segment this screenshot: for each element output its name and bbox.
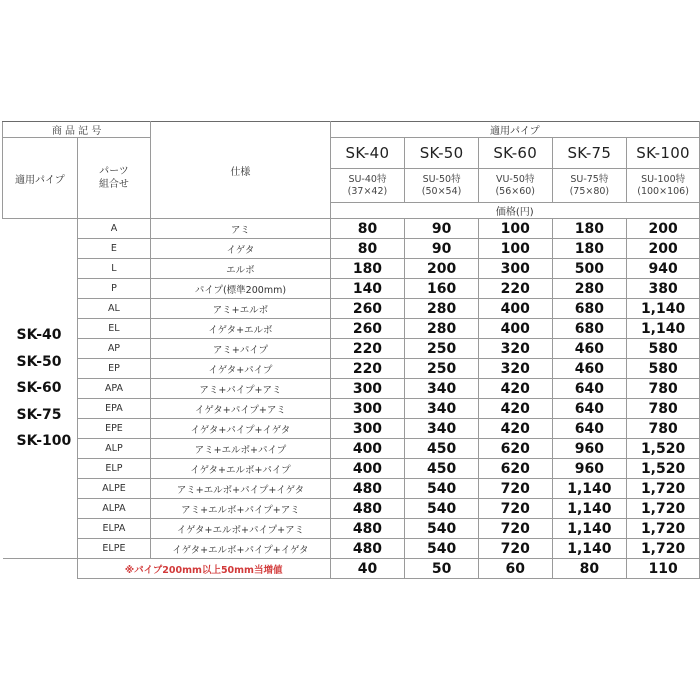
price-cell: 180 (330, 259, 405, 279)
price-cell: 500 (552, 259, 627, 279)
price-cell: 720 (478, 499, 552, 519)
price-cell: 460 (552, 359, 627, 379)
parts-code: ALP (77, 439, 150, 459)
price-cell: 250 (405, 359, 479, 379)
price-cell: 420 (478, 399, 552, 419)
price-cell: 200 (627, 239, 700, 259)
model-name: SK-40 (16, 327, 62, 344)
table-row (3, 399, 700, 419)
price-unit-header: 価格(円) (330, 203, 699, 219)
price-cell: 340 (405, 399, 479, 419)
price-cell: 1,520 (627, 459, 700, 479)
model-name: SK-50 (16, 353, 62, 370)
price-cell: 1,720 (627, 479, 700, 499)
price-cell: 780 (627, 399, 700, 419)
table-row (3, 279, 700, 299)
parts-code: ELPE (77, 539, 150, 559)
price-cell: 1,720 (627, 539, 700, 559)
price-cell: 1,520 (627, 439, 700, 459)
price-cell: 400 (330, 439, 405, 459)
price-cell: 280 (405, 319, 479, 339)
model-name: SK-60 (16, 380, 62, 397)
price-cell: 640 (552, 419, 627, 439)
price-cell: 680 (552, 299, 627, 319)
price-cell: 720 (478, 519, 552, 539)
price-cell: 1,140 (627, 299, 700, 319)
extra-price: 80 (552, 559, 627, 579)
parts-description: アミ+エルボ+パイプ (151, 439, 330, 459)
parts-code: EL (77, 319, 150, 339)
table-row (3, 319, 700, 339)
table-row (3, 299, 700, 319)
price-cell: 340 (405, 419, 479, 439)
parts-description: アミ+エルボ+パイプ+アミ (151, 499, 330, 519)
price-cell: 90 (405, 219, 479, 239)
parts-code: EPA (77, 399, 150, 419)
table-row (3, 479, 700, 499)
parts-description: イゲタ+エルボ+パイプ+アミ (151, 519, 330, 539)
price-cell: 100 (478, 219, 552, 239)
price-cell: 450 (405, 459, 479, 479)
parts-description: アミ+パイプ+アミ (151, 379, 330, 399)
price-cell: 480 (330, 519, 405, 539)
price-cell: 580 (627, 339, 700, 359)
price-cell: 200 (405, 259, 479, 279)
extra-price: 40 (330, 559, 405, 579)
parts-code: ALPE (77, 479, 150, 499)
table-row (3, 539, 700, 559)
price-cell: 400 (478, 319, 552, 339)
price-cell: 180 (552, 219, 627, 239)
parts-description: イゲタ+パイプ+イゲタ (151, 419, 330, 439)
price-cell: 180 (552, 239, 627, 259)
pipe-spec: SU-50特 (50×54) (405, 169, 479, 203)
price-cell: 160 (405, 279, 479, 299)
parts-description: イゲタ (151, 239, 330, 259)
price-cell: 580 (627, 359, 700, 379)
parts-code: ELP (77, 459, 150, 479)
pipe-spec: SU-40特 (37×42) (330, 169, 405, 203)
model-name: SK-100 (16, 433, 72, 450)
table-row (3, 339, 700, 359)
price-cell: 100 (478, 239, 552, 259)
price-cell: 720 (478, 479, 552, 499)
parts-code: E (77, 239, 150, 259)
price-cell: 320 (478, 359, 552, 379)
price-cell: 960 (552, 439, 627, 459)
price-cell: 260 (330, 299, 405, 319)
spec-header: 仕様 (151, 122, 330, 219)
extra-blank (3, 559, 78, 579)
price-cell: 540 (405, 499, 479, 519)
parts-description: イゲタ+パイプ (151, 359, 330, 379)
extra-length-note: ※パイプ200mm以上50mm当増値 (77, 559, 330, 579)
price-cell: 540 (405, 479, 479, 499)
price-cell: 140 (330, 279, 405, 299)
price-cell: 1,140 (627, 319, 700, 339)
parts-description: イゲタ+エルボ+パイプ (151, 459, 330, 479)
pipe-spec: SU-100特 (100×106) (627, 169, 700, 203)
price-cell: 260 (330, 319, 405, 339)
parts-code: APA (77, 379, 150, 399)
pipe-column-header: 適用パイプ (3, 138, 78, 219)
model-list (3, 219, 78, 559)
product-code-header: 商 品 記 号 (3, 122, 151, 138)
size-header: SK-60 (478, 138, 552, 169)
price-cell: 400 (330, 459, 405, 479)
price-cell: 300 (330, 399, 405, 419)
parts-code: L (77, 259, 150, 279)
price-cell: 1,720 (627, 499, 700, 519)
price-cell: 450 (405, 439, 479, 459)
parts-description: イゲタ+エルボ (151, 319, 330, 339)
table-row (3, 459, 700, 479)
price-cell: 540 (405, 539, 479, 559)
table-row (3, 219, 700, 239)
price-cell: 420 (478, 419, 552, 439)
table-row (3, 359, 700, 379)
extra-price: 60 (478, 559, 552, 579)
price-cell: 620 (478, 439, 552, 459)
price-cell: 380 (627, 279, 700, 299)
price-cell: 300 (330, 419, 405, 439)
parts-code: ELPA (77, 519, 150, 539)
price-cell: 480 (330, 539, 405, 559)
price-cell: 1,720 (627, 519, 700, 539)
parts-code: AL (77, 299, 150, 319)
price-cell: 1,140 (552, 519, 627, 539)
price-cell: 340 (405, 379, 479, 399)
pipe-spec: VU-50特 (56×60) (478, 169, 552, 203)
parts-code: EPE (77, 419, 150, 439)
price-cell: 780 (627, 419, 700, 439)
table-row (3, 239, 700, 259)
price-cell: 1,140 (552, 539, 627, 559)
parts-code: P (77, 279, 150, 299)
price-cell: 300 (330, 379, 405, 399)
parts-description: アミ+エルボ (151, 299, 330, 319)
price-cell: 1,140 (552, 499, 627, 519)
price-cell: 420 (478, 379, 552, 399)
price-cell: 640 (552, 399, 627, 419)
price-cell: 220 (330, 359, 405, 379)
price-cell: 640 (552, 379, 627, 399)
size-header: SK-100 (627, 138, 700, 169)
size-header: SK-75 (552, 138, 627, 169)
parts-code: EP (77, 359, 150, 379)
price-cell: 960 (552, 459, 627, 479)
price-cell: 540 (405, 519, 479, 539)
price-cell: 480 (330, 499, 405, 519)
price-cell: 220 (330, 339, 405, 359)
table-row (3, 259, 700, 279)
price-cell: 80 (330, 239, 405, 259)
price-cell: 680 (552, 319, 627, 339)
price-cell: 460 (552, 339, 627, 359)
price-cell: 90 (405, 239, 479, 259)
parts-code: AP (77, 339, 150, 359)
price-cell: 400 (478, 299, 552, 319)
price-cell: 220 (478, 279, 552, 299)
size-header: SK-40 (330, 138, 405, 169)
price-cell: 250 (405, 339, 479, 359)
parts-description: アミ+エルボ+パイプ+イゲタ (151, 479, 330, 499)
price-cell: 780 (627, 379, 700, 399)
price-cell: 300 (478, 259, 552, 279)
parts-description: アミ+パイプ (151, 339, 330, 359)
applicable-pipe-header: 適用パイプ (330, 122, 699, 138)
table-row (3, 439, 700, 459)
parts-code: ALPA (77, 499, 150, 519)
parts-code: A (77, 219, 150, 239)
price-table (2, 121, 700, 579)
model-name: SK-75 (16, 406, 62, 423)
price-cell: 620 (478, 459, 552, 479)
extra-price: 50 (405, 559, 479, 579)
price-cell: 720 (478, 539, 552, 559)
table-row (3, 379, 700, 399)
parts-description: イゲタ+エルボ+パイプ+イゲタ (151, 539, 330, 559)
table-row (3, 519, 700, 539)
parts-combo-header: パーツ 組合せ (77, 138, 150, 219)
price-cell: 280 (552, 279, 627, 299)
price-cell: 80 (330, 219, 405, 239)
parts-description: エルボ (151, 259, 330, 279)
size-header: SK-50 (405, 138, 479, 169)
parts-description: アミ (151, 219, 330, 239)
price-cell: 1,140 (552, 479, 627, 499)
price-cell: 320 (478, 339, 552, 359)
price-cell: 940 (627, 259, 700, 279)
pipe-spec: SU-75特 (75×80) (552, 169, 627, 203)
price-cell: 200 (627, 219, 700, 239)
price-cell: 280 (405, 299, 479, 319)
extra-length-row (3, 559, 700, 579)
price-cell: 480 (330, 479, 405, 499)
extra-price: 110 (627, 559, 700, 579)
parts-description: イゲタ+パイプ+アミ (151, 399, 330, 419)
parts-description: パイプ(標準200mm) (151, 279, 330, 299)
table-row (3, 419, 700, 439)
table-row (3, 499, 700, 519)
